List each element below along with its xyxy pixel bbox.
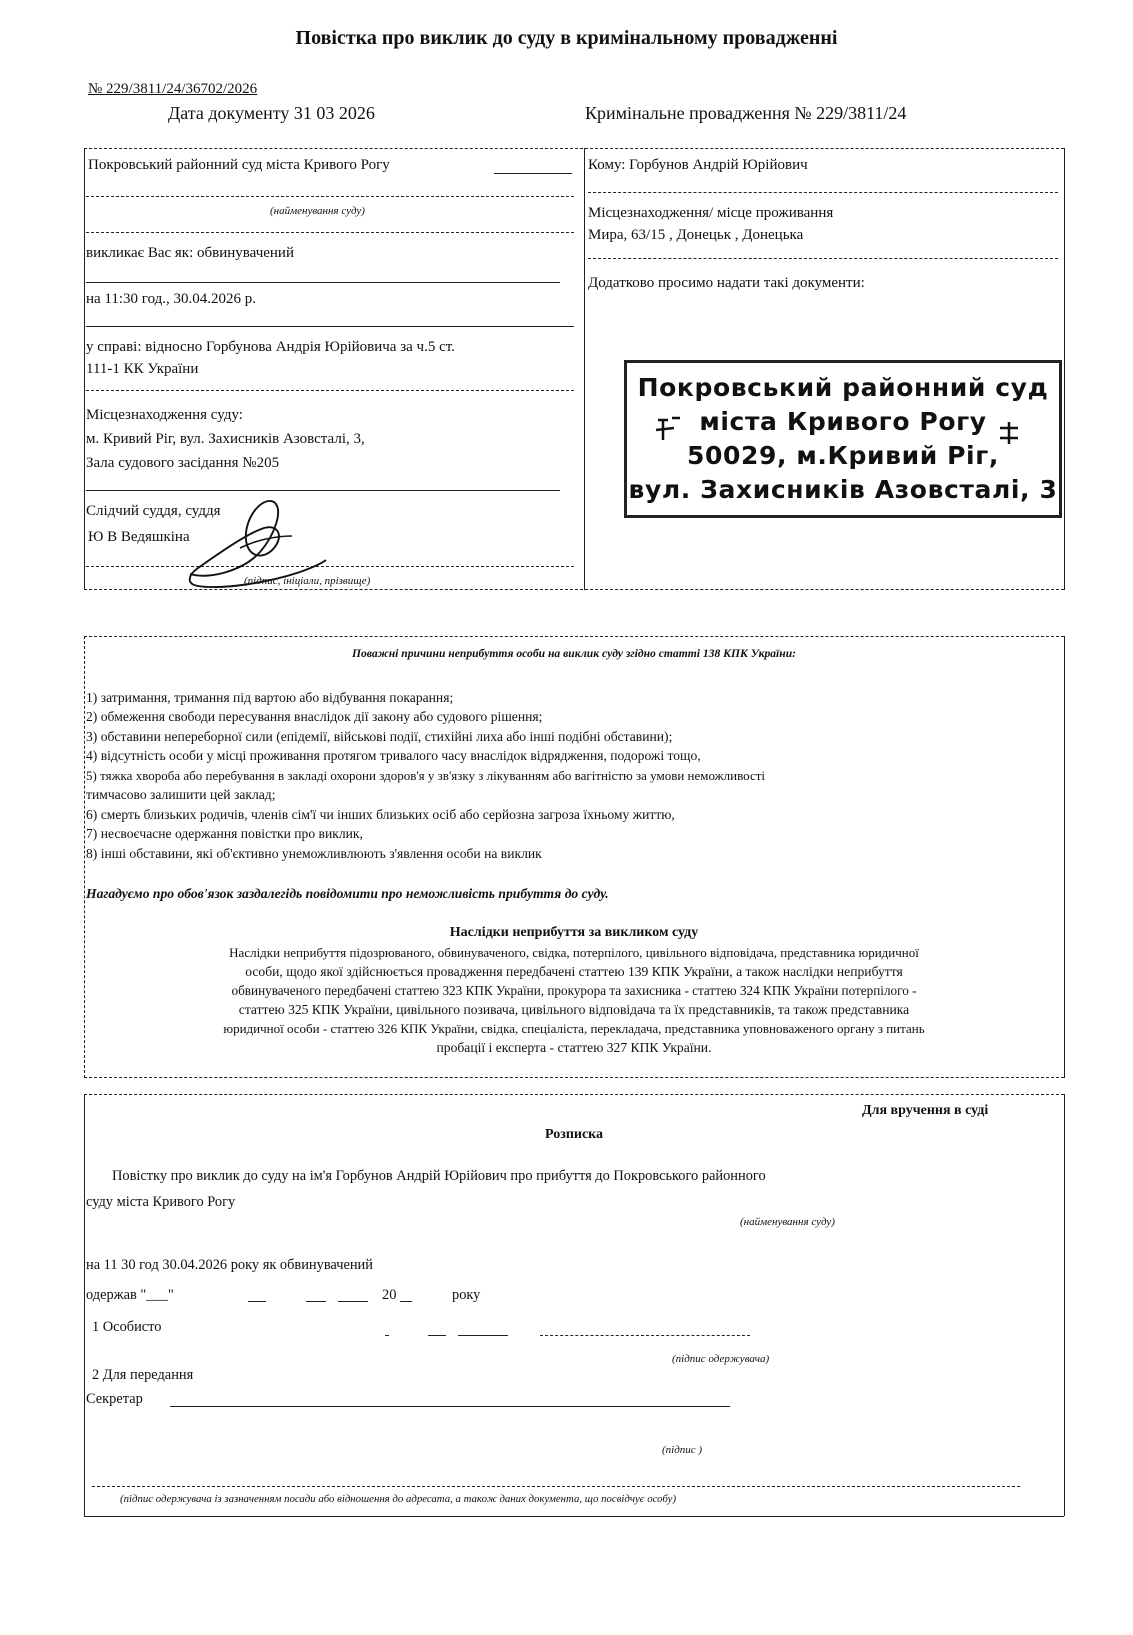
documents-request: Додатково просимо надати такі документи: [588, 275, 865, 291]
location-underline [86, 490, 560, 491]
document-date: Дата документу 31 03 2026 [168, 103, 375, 123]
received-year-suffix: року [452, 1287, 481, 1303]
court-location-label: Місцезнаходження суду: [86, 407, 243, 423]
residence-underline [588, 258, 1058, 259]
reminder-text: Нагадуємо про обов'язок заздалегідь повідомити про неможливість прибуття до суду. [86, 886, 609, 901]
stamp-mark-left [654, 414, 684, 444]
personal-signature-line-3 [458, 1335, 508, 1336]
stamp-line-3: 50029, м.Кривий Ріг, [687, 441, 999, 470]
transfer-delivery: 2 Для передання [92, 1367, 194, 1383]
personal-signature-line-2 [428, 1335, 446, 1336]
consequences-title: Наслідки неприбуття за викликом суду [449, 925, 699, 940]
reason-item: 2) обмеження свободи пересування внаслідок дії закону або судового рішення; [86, 709, 543, 724]
consequences-line: пробації і експерта - статтею 327 КПК України. [436, 1040, 712, 1055]
judge-name: Ю В Ведяшкіна [88, 529, 190, 545]
summoned-as: викликає Вас як: обвинувачений [86, 245, 294, 261]
received-date: одержав "___" [86, 1287, 174, 1303]
stamp-mark-right [996, 420, 1022, 446]
receipt-line-1: Повістку про виклик до суду на ім'я Горбунов Андрій Юрійович про прибуття до Покровського районного [112, 1168, 766, 1184]
received-year-blank [400, 1301, 412, 1302]
court-caption: (найменування суду) [270, 205, 365, 217]
page-title: Повістка про виклик до суду в кримінальному провадженні [295, 27, 838, 49]
consequences-line: статтею 325 КПК України, цивільного позивача, цивільного відповідача та їх представників, та також представника [238, 1002, 910, 1017]
reasons-box-right-border [1064, 636, 1065, 1078]
addressee: Кому: Горбунов Андрій Юрійович [588, 157, 808, 173]
stamp-line-1: Покровський районний суд [637, 373, 1049, 402]
top-box-left-border [84, 148, 85, 590]
court-blank-line [86, 196, 574, 197]
addressee-blank-line [588, 192, 1058, 193]
case-underline [86, 390, 574, 391]
consequences-line: обвинуваченого передбачені статтею 323 КПК України, прокурора та захисника - статтею 324 КПК України потерпілого - [231, 983, 917, 998]
top-box-border-top [84, 148, 1064, 149]
top-box-divider [584, 148, 585, 590]
receipt-box-border-bottom [84, 1516, 1064, 1517]
signature-line [86, 566, 574, 567]
reason-item: 3) обставини непереборної сили (епідемії, військові події, стихійні лиха або інші подібні обставини); [86, 729, 673, 744]
recipient-signature-caption: (підпис одержувача) [672, 1353, 770, 1365]
receipt-note: (підпис одержувача із зазначенням посади або відношення до адресата, а також даних документа, що посвідчує особу) [120, 1493, 677, 1505]
stamp-line-4: вул. Захисників Азовсталі, 3 [628, 475, 1058, 504]
case-line-2: 111-1 КК України [86, 361, 199, 377]
consequences-line: юридичної особи - статтею 326 КПК України, свідка, спеціаліста, перекладача, представника уповноваженого органу з питань [223, 1021, 925, 1036]
summoned-underline [86, 282, 560, 283]
receipt-court-caption: (найменування суду) [740, 1216, 835, 1228]
reason-item: 7) несвоєчасне одержання повістки про виклик, [86, 826, 363, 841]
received-month-blank-3 [338, 1301, 368, 1302]
reason-item: тимчасово залишити цей заклад; [86, 787, 276, 802]
hearing-time: на 11:30 год., 30.04.2026 р. [86, 291, 257, 307]
received-month-blank-2 [306, 1301, 326, 1302]
receipt-title: Розписка [544, 1127, 604, 1142]
court-location-line-2: Зала судового засідання №205 [86, 455, 280, 471]
judge-signature [180, 496, 330, 594]
received-month-blank [248, 1301, 266, 1302]
signature-caption: (підпис, ініціали, прізвище) [244, 575, 371, 587]
receipt-box-border-top [84, 1094, 1064, 1095]
reason-item: 6) смерть близьких родичів, членів сім'ї чи інших близьких осіб або серйозна загроза їхньому життю, [86, 807, 675, 822]
reasons-box-border-top [84, 636, 1064, 637]
note-line [92, 1486, 1020, 1487]
secretary-signature-line [170, 1406, 730, 1407]
court-blank-line-2 [86, 232, 574, 233]
personal-delivery: 1 Особисто [92, 1319, 162, 1335]
for-court-label: Для вручення в суді [862, 1103, 989, 1118]
consequences-line: особи, щодо якої здійснюється провадження передбачені статтею 139 КПК України, а також наслідки неприбуття [245, 964, 903, 979]
personal-signature-line [385, 1335, 389, 1336]
received-year-prefix: 20 [382, 1287, 397, 1303]
secretary-label: Секретар [86, 1391, 143, 1407]
secretary-signature-caption: (підпис ) [662, 1444, 703, 1456]
reasons-box-border-bottom [84, 1077, 1064, 1078]
receipt-line-2: суду міста Кривого Рогу [86, 1194, 236, 1210]
document-number: № 229/3811/24/36702/2026 [88, 81, 258, 97]
judge-title: Слідчий суддя, суддя [86, 503, 221, 519]
receipt-time-line: на 11 30 год 30.04.2026 року як обвинувачений [86, 1257, 373, 1273]
top-box-right-border [1064, 148, 1065, 590]
reason-item: 1) затримання, тримання під вартою або відбування покарання; [86, 690, 454, 705]
reason-item: 5) тяжка хвороба або перебування в закладі охорони здоров'я у зв'язку з лікуванням або вагітністю за умови неможливості [86, 768, 766, 783]
receipt-box-right-border [1064, 1094, 1065, 1516]
court-name: Покровський районний суд міста Кривого Рогу [88, 157, 390, 173]
personal-signature-line-4 [540, 1335, 750, 1336]
receipt-box-left-border [84, 1094, 85, 1516]
stamp-line-2: міста Кривого Рогу [699, 407, 987, 436]
time-underline [86, 326, 574, 327]
reason-item: 8) інші обставини, які об'єктивно унеможливлюють з'явлення особи на виклик [86, 846, 542, 861]
court-name-underline [494, 173, 572, 174]
residence-value: Мира, 63/15 , Донецьк , Донецька [588, 227, 804, 243]
reason-item: 4) відсутність особи у місці проживання протягом тривалого часу внаслідок відрядження, подорожі тощо, [86, 748, 701, 763]
residence-label: Місцезнаходження/ місце проживання [588, 205, 834, 221]
reasons-title: Поважні причини неприбуття особи на виклик суду згідно статті 138 КПК України: [351, 647, 797, 660]
court-location-line-1: м. Кривий Ріг, вул. Захисників Азовсталі, 3, [86, 431, 365, 447]
case-number: Кримінальне провадження № 229/3811/24 [585, 103, 907, 123]
consequences-line: Наслідки неприбуття підозрюваного, обвинуваченого, свідка, потерпілого, цивільного відповідача, представника юридичної [229, 945, 919, 960]
case-line-1: у справі: відносно Горбунова Андрія Юрійовича за ч.5 ст. [86, 339, 455, 355]
